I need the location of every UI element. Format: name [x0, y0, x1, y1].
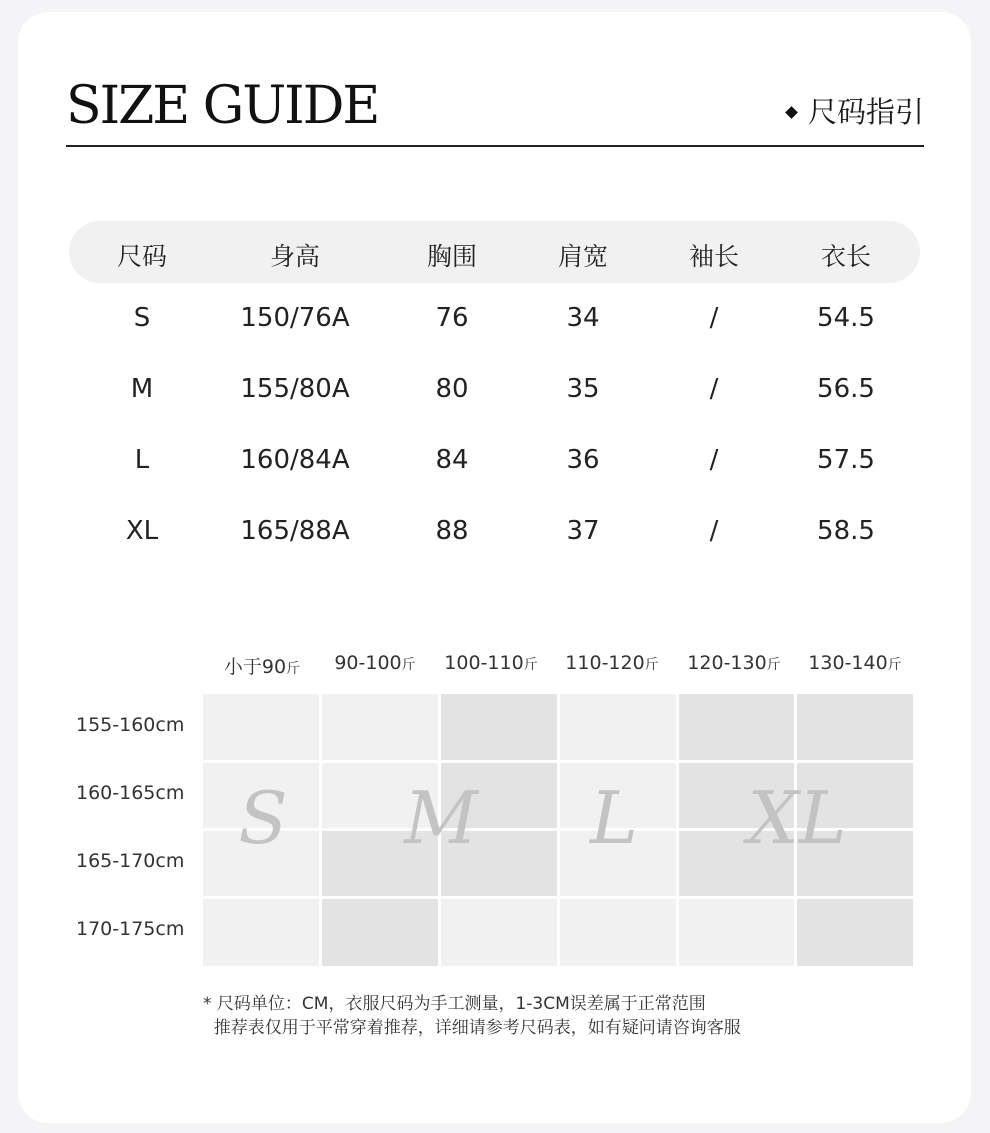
size-letter-l: L: [590, 776, 638, 860]
table-cell: 84: [435, 445, 469, 475]
weight-unit: 斤: [523, 657, 538, 673]
height-row-label: 155-160cm: [76, 714, 185, 736]
table-cell: 35: [566, 374, 600, 404]
weight-column-header: [444, 652, 537, 674]
table-cell: 57.5: [817, 445, 875, 475]
grid-cell: [560, 694, 676, 760]
table-cell: 34: [566, 303, 600, 333]
table-cell: XL: [125, 516, 159, 546]
weight-unit: 斤: [644, 657, 659, 673]
height-row-label: 170-175cm: [76, 918, 185, 940]
column-header-length: 衣长: [820, 242, 872, 271]
footnote-line: * 尺码单位：CM，衣服尺码为手工测量，1-3CM误差属于正常范围: [203, 994, 706, 1014]
weight-column-header: [565, 652, 658, 674]
weight-unit: 斤: [887, 657, 902, 673]
column-header-bust: 胸围: [426, 242, 478, 271]
footnote-line: 推荐表仅用于平常穿着推荐，详细请参考尺码表，如有疑问请咨询客服: [203, 1018, 741, 1038]
table-cell: 80: [435, 374, 469, 404]
weight-column-header: [808, 652, 901, 674]
weight-range: 120-130: [687, 652, 767, 674]
weight-column-header: [334, 652, 415, 674]
diamond-icon: [785, 106, 798, 119]
grid-cell: [560, 899, 676, 966]
size-letter-xl: XL: [747, 776, 847, 860]
column-header-height: 身高: [269, 242, 321, 271]
column-header-sleeve: 袖长: [688, 242, 740, 271]
table-cell: /: [709, 445, 719, 475]
weight-column-header: [687, 652, 780, 674]
table-cell: /: [709, 516, 719, 546]
grid-cell: [203, 694, 319, 760]
page-title: SIZE GUIDE: [66, 76, 379, 136]
weight-column-header: [224, 652, 300, 679]
size-table: [69, 221, 920, 567]
grid-cell: [322, 899, 438, 966]
grid-cell: [797, 694, 913, 760]
weight-unit: 斤: [766, 657, 781, 673]
height-row-label: 160-165cm: [76, 782, 185, 804]
grid-cell: [797, 899, 913, 966]
weight-range: 90-100: [334, 652, 402, 674]
weight-unit: 斤: [401, 657, 416, 673]
size-table-header: [69, 221, 920, 283]
grid-cell: [322, 694, 438, 760]
table-row: [69, 354, 920, 425]
table-row: [69, 283, 920, 354]
column-header-shoulder: 肩宽: [557, 242, 609, 271]
table-cell: 36: [566, 445, 600, 475]
grid-cell: [679, 899, 794, 966]
table-cell: L: [134, 445, 150, 475]
size-letter-m: M: [404, 776, 478, 860]
weight-unit: 斤: [286, 661, 301, 677]
grid-cell: [441, 694, 557, 760]
grid-cell: [679, 694, 794, 760]
weight-range: 110-120: [565, 652, 645, 674]
weight-range: 100-110: [444, 652, 524, 674]
table-cell: 155/80A: [240, 374, 350, 404]
table-cell: S: [133, 303, 151, 333]
table-cell: 56.5: [817, 374, 875, 404]
weight-range: 130-140: [808, 652, 888, 674]
table-cell: 58.5: [817, 516, 875, 546]
table-cell: 160/84A: [240, 445, 350, 475]
table-row: [69, 425, 920, 496]
height-row-label: 165-170cm: [76, 850, 185, 872]
size-letter-s: S: [238, 776, 288, 860]
table-cell: /: [709, 303, 719, 333]
table-cell: 76: [435, 303, 469, 333]
table-row: [69, 496, 920, 567]
table-cell: 165/88A: [240, 516, 350, 546]
table-cell: 88: [435, 516, 469, 546]
table-cell: 37: [566, 516, 600, 546]
table-cell: 150/76A: [240, 303, 350, 333]
table-cell: M: [130, 374, 154, 404]
column-header-size: 尺码: [116, 242, 168, 271]
table-cell: 54.5: [817, 303, 875, 333]
header-divider: [66, 145, 924, 147]
page-subtitle: [787, 95, 924, 129]
table-cell: /: [709, 374, 719, 404]
subtitle-text: 尺码指引: [807, 95, 924, 129]
weight-range: 小于90: [223, 656, 287, 678]
grid-cell: [441, 899, 557, 966]
grid-cell: [203, 899, 319, 966]
